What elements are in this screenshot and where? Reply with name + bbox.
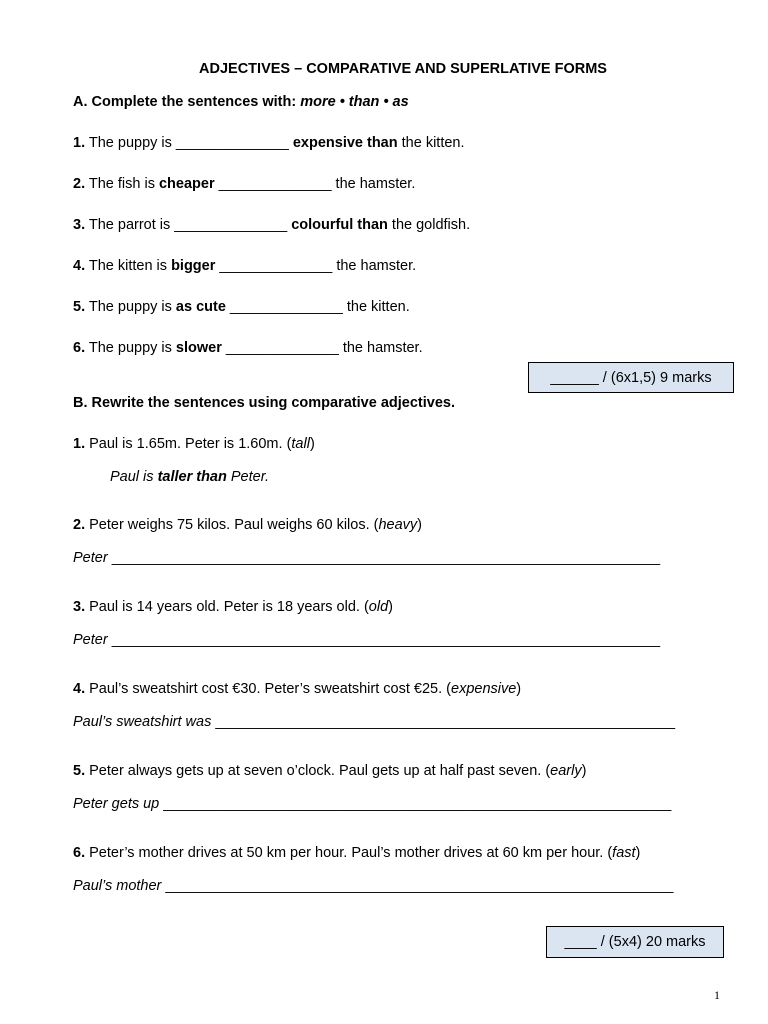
item-number: 5.: [73, 299, 86, 315]
page-title: ADJECTIVES – COMPARATIVE AND SUPERLATIVE FORMS: [199, 61, 607, 77]
item-hint: early: [550, 763, 582, 779]
item-bold: expensive than: [292, 135, 398, 151]
answer-line-3[interactable]: [73, 632, 660, 648]
answer-text-end: Peter.: [226, 469, 270, 485]
exercise-a-item-2: [73, 176, 415, 192]
item-hint: expensive: [451, 681, 517, 697]
answer-prompt: Peter: [73, 550, 108, 566]
exercise-b-item-5: [73, 763, 586, 779]
item-hint: heavy: [378, 517, 418, 533]
answer-blank[interactable]: _______________________________________________________________: [159, 796, 672, 812]
item-bold: bigger: [171, 258, 216, 274]
exercise-a-item-6: [73, 340, 423, 356]
exercise-b-item-3: [73, 599, 393, 615]
item-number: 4.: [73, 258, 86, 274]
answer-bold: taller than: [157, 469, 227, 485]
answer-line-6[interactable]: [73, 878, 673, 894]
answer-text: Paul is: [110, 469, 158, 485]
item-bold: colourful than: [291, 217, 388, 233]
answer-line-4[interactable]: [73, 714, 675, 730]
item-text: Peter always gets up at seven o’clock. Paul gets up at half past seven. (: [85, 763, 551, 779]
section-a-marks-box: [528, 362, 734, 393]
item-text-end: ______________ the hamster.: [221, 340, 423, 356]
item-text: The kitten is: [85, 258, 172, 274]
answer-blank[interactable]: _________________________________________________________: [211, 714, 676, 730]
answer-blank[interactable]: ____________________________________________________________________: [107, 632, 661, 648]
item-hint: fast: [612, 845, 636, 861]
item-text: The puppy is: [85, 340, 176, 356]
item-text: Paul’s sweatshirt cost €30. Peter’s sweatshirt cost €25. (: [85, 681, 451, 697]
item-number: 6.: [73, 340, 86, 356]
answer-prompt: Paul’s mother: [73, 878, 162, 894]
item-text: The parrot is ______________: [85, 217, 292, 233]
item-hint: old: [368, 599, 389, 615]
item-text-end: ______________ the hamster.: [215, 258, 417, 274]
item-close: ): [635, 845, 641, 861]
item-number: 3.: [73, 217, 86, 233]
item-text: Paul is 14 years old. Peter is 18 years old. (: [85, 599, 369, 615]
item-text-end: ______________ the hamster.: [214, 176, 416, 192]
item-text-end: ______________ the kitten.: [225, 299, 410, 315]
section-a-heading: [73, 94, 409, 110]
item-text: Peter weighs 75 kilos. Paul weighs 60 kilos. (: [85, 517, 379, 533]
exercise-b-item-6: [73, 845, 640, 861]
item-close: ): [417, 517, 423, 533]
exercise-b-item-1: [73, 436, 315, 452]
item-number: 3.: [73, 599, 86, 615]
item-number: 2.: [73, 176, 86, 192]
item-hint: tall: [291, 436, 310, 452]
item-close: ): [388, 599, 393, 615]
answer-blank[interactable]: _______________________________________________________________: [161, 878, 674, 894]
section-b-marks-box: [546, 926, 724, 958]
section-b-heading: B. Rewrite the sentences using comparative adjectives.: [73, 395, 455, 411]
item-number: 1.: [73, 436, 86, 452]
item-text: The puppy is: [85, 299, 176, 315]
item-bold: cheaper: [158, 176, 215, 192]
answer-line-5[interactable]: [73, 796, 671, 812]
exercise-a-item-4: [73, 258, 416, 274]
item-number: 5.: [73, 763, 86, 779]
section-b-marks: ____ / (5x4) 20 marks: [564, 934, 706, 950]
exercise-b-item-4: [73, 681, 521, 697]
item-bold: slower: [175, 340, 222, 356]
item-text: Peter’s mother drives at 50 km per hour. Paul’s mother drives at 60 km per hour. (: [85, 845, 613, 861]
item-text-end: the goldfish.: [387, 217, 471, 233]
answer-prompt: Peter: [73, 632, 108, 648]
item-bold: as cute: [175, 299, 226, 315]
item-text: The puppy is ______________: [85, 135, 293, 151]
example-answer: [110, 469, 269, 485]
exercise-a-item-3: [73, 217, 470, 233]
section-a-heading-text: A. Complete the sentences with:: [73, 94, 301, 110]
exercise-a-item-1: [73, 135, 465, 151]
item-text: Paul is 1.65m. Peter is 1.60m. (: [85, 436, 292, 452]
answer-blank[interactable]: ____________________________________________________________________: [107, 550, 661, 566]
exercise-b-item-2: [73, 517, 422, 533]
item-close: ): [516, 681, 522, 697]
answer-line-2[interactable]: [73, 550, 660, 566]
item-number: 4.: [73, 681, 86, 697]
item-close: ): [581, 763, 587, 779]
item-text-end: the kitten.: [397, 135, 465, 151]
item-close: ): [309, 436, 315, 452]
section-a-word-bank: more • than • as: [300, 94, 409, 110]
exercise-a-item-5: [73, 299, 410, 315]
page-number: 1: [714, 988, 720, 1002]
item-number: 1.: [73, 135, 86, 151]
answer-prompt: Paul’s sweatshirt was: [73, 714, 212, 730]
answer-prompt: Peter gets up: [73, 796, 160, 812]
item-number: 6.: [73, 845, 86, 861]
section-a-marks: ______ / (6x1,5) 9 marks: [550, 369, 712, 386]
item-text: The fish is: [85, 176, 159, 192]
item-number: 2.: [73, 517, 86, 533]
